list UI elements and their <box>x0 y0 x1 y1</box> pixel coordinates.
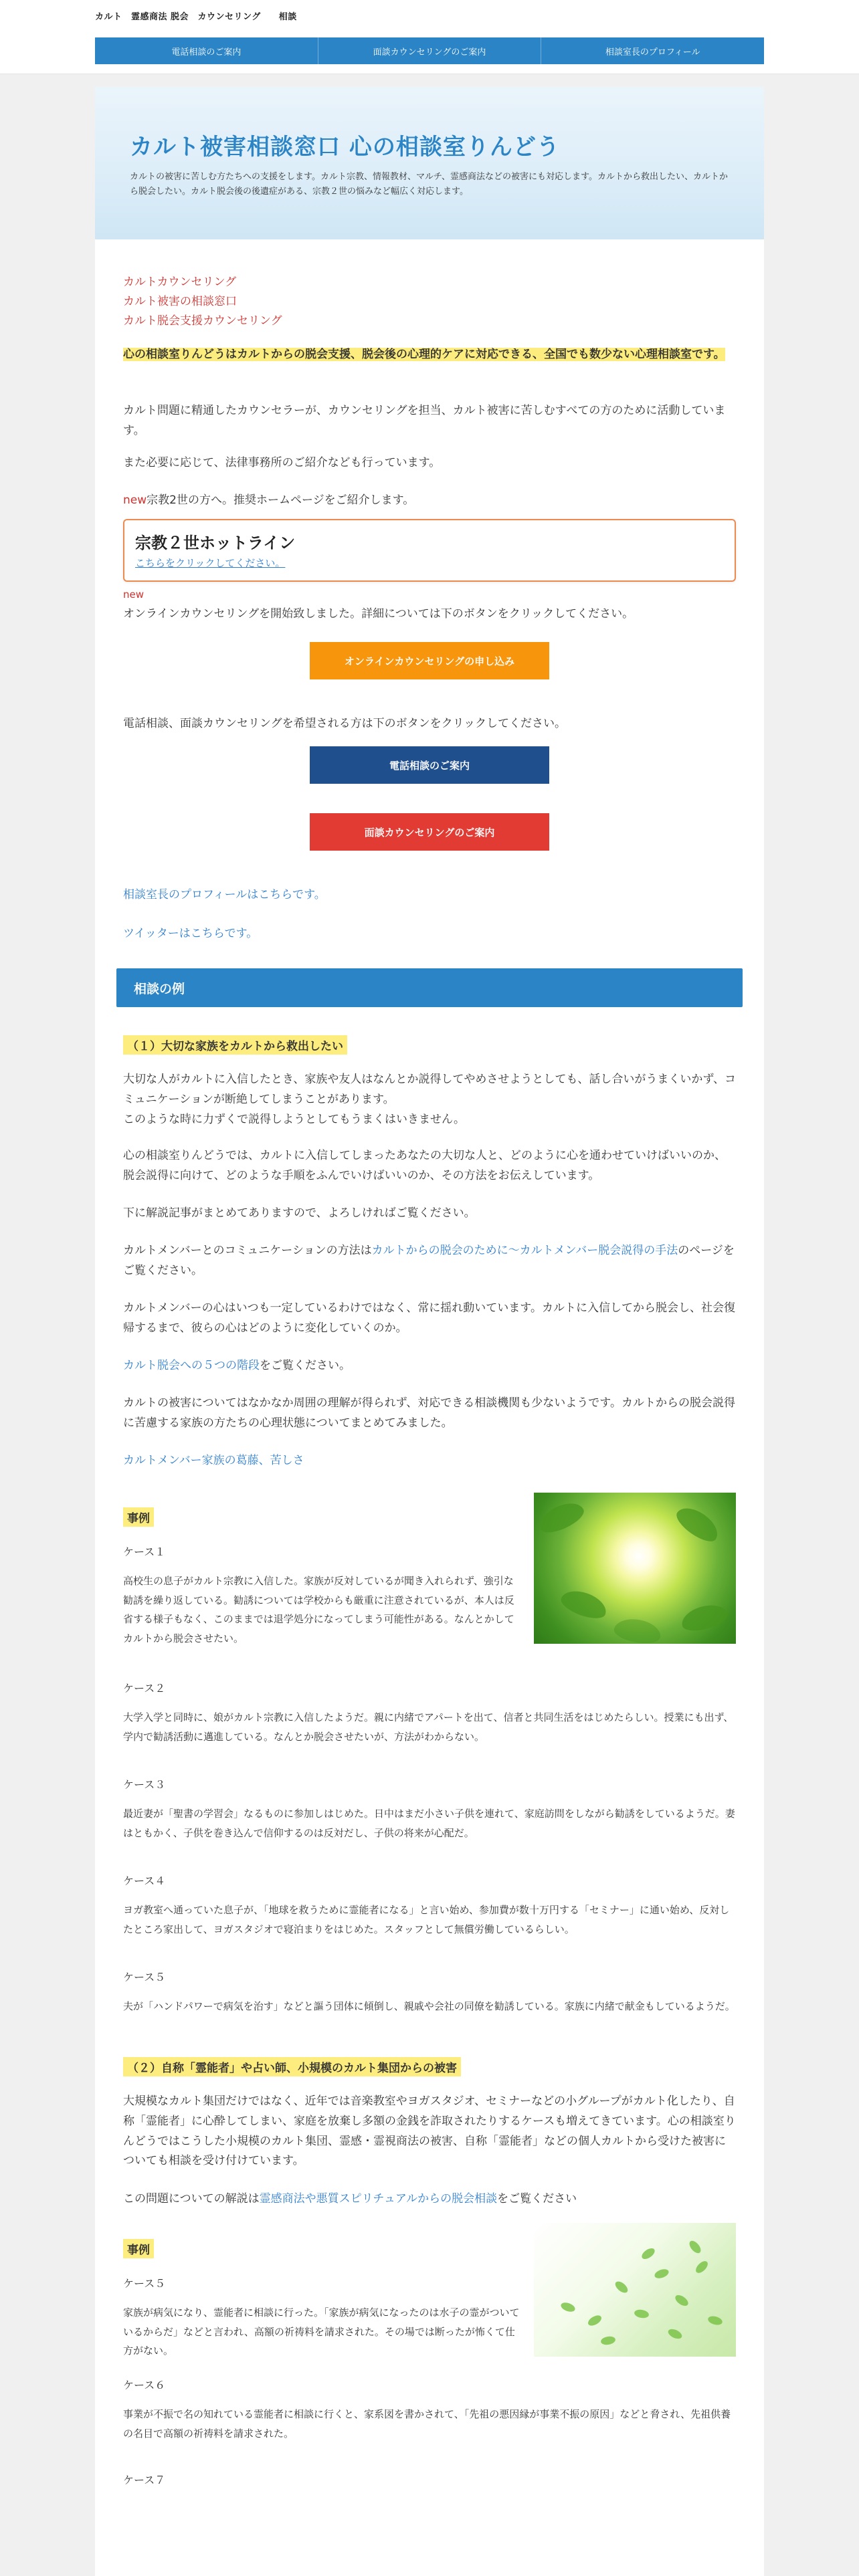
example-paragraph-1 <box>123 1070 736 1130</box>
section-title-examples: 相談の例 <box>116 968 743 1007</box>
keyword-cult-exit-support[interactable]: カルト脱会支援カウンセリング <box>123 314 282 328</box>
case-heading-2: 事例 <box>123 2239 154 2258</box>
spiritual-fraud-link[interactable]: 霊感商法や悪質スピリチュアルからの脱会相談 <box>259 2192 498 2206</box>
example-paragraph-4 <box>123 1241 736 1281</box>
example-paragraph-3: 下に解説記事がまとめてありますので、よろしければご覧ください。 <box>123 1206 476 1220</box>
example-paragraph-5: カルトメンバーの心はいつも一定しているわけではなく、常に揺れ動いています。カルトに入信してから脱会し、社会復帰するまで、彼らの心はどのように変化していくのか。 <box>123 1301 735 1335</box>
text-span: をご覧ください <box>497 2192 577 2206</box>
example-paragraph-1a: 大切な人がカルトに入信したとき、家族や友人はなんとか説得してやめさせようとしても、話し合いがうまくいかず、コミュニケーションが断絶してしまうことがあります。 <box>123 1073 736 1106</box>
new-badge: new <box>123 494 147 507</box>
example-heading-1: （１）大切な家族をカルトから救出したい <box>123 1035 347 1055</box>
case-text: 事業が不振で名の知れている霊能者に相談に行くと、家系図を書かされて、「先祖の悪因縁が事業不振の原因」などと脅され、先祖供養の名目で高額の祈祷料を請求された。 <box>123 2408 731 2440</box>
example-heading-2: （２）自称「霊能者」や占い師、小規模のカルト集団からの被害 <box>123 2057 461 2076</box>
site-title[interactable]: カルト 霊感商法 脱会 カウンセリング 相談 <box>95 12 297 22</box>
profile-link[interactable]: 相談室長のプロフィールはこちらです。 <box>123 888 326 901</box>
text-span: のページをご覧ください。 <box>123 1244 735 1277</box>
green-leaves-photo-2 <box>534 2223 736 2357</box>
case-label: ケース３ <box>123 1778 166 1791</box>
keyword-cult-counseling[interactable]: カルトカウンセリング <box>123 276 237 289</box>
hero-banner <box>95 87 764 239</box>
case-heading: 事例 <box>123 1507 154 1527</box>
case-text: ヨガ教室へ通っていた息子が、「地球を救うために霊能者になる」と言い始め、参加費が数十万円する「セミナー」に通い始め、反対したところ家出して、ヨガスタジオで寝泊まりをはじめた。スタッフとして無償労働しているらしい。 <box>123 1904 730 1935</box>
case-text: 大学入学と同時に、娘がカルト宗教に入信したようだ。親に内緒でアパートを出て、信者と共同生活をはじめたらしい。授業にも出ず、学内で勧誘活動に邁進している。なんとか脱会させたいが、方法がわからない。 <box>123 1711 734 1743</box>
page-title: カルト被害相談窓口 心の相談室りんどう <box>130 134 560 160</box>
hotline-box[interactable] <box>123 519 736 582</box>
nav-item-face-counseling[interactable]: 面談カウンセリングのご案内 <box>318 37 542 64</box>
nav-item-phone[interactable]: 電話相談のご案内 <box>95 37 318 64</box>
face-counseling-button[interactable]: 面談カウンセリングのご案内 <box>310 813 549 851</box>
hotline-link[interactable]: こちらをクリックしてください。 <box>135 557 286 569</box>
green-leaves-photo <box>534 1493 736 1644</box>
text-span: この問題についての解説は <box>123 2192 260 2206</box>
family-struggle-link[interactable]: カルトメンバー家族の葛藤、苦しさ <box>123 1454 304 1467</box>
hero-description: カルトの被害に苦しむ方たちへの支援をします。カルト宗教、情報教材、マルチ、霊感商法などの被害にも対応します。カルトから救出したい、カルトから脱会したい。カルト脱会後の後遺症がある、宗教２世の悩みなど幅広く対応します。 <box>130 172 729 197</box>
online-notice: オンラインカウンセリングを開始致しました。詳細については下のボタンをクリックしてください。 <box>123 607 634 621</box>
case-label: ケース２ <box>123 1682 166 1695</box>
case-label: ケース５ <box>123 2277 166 2290</box>
case-label: ケース１ <box>123 1545 166 1558</box>
persuasion-method-link[interactable]: カルトからの脱会のために～カルトメンバー脱会説得の手法 <box>371 1244 678 1257</box>
nav-item-profile[interactable]: 相談室長のプロフィール <box>605 47 700 58</box>
example-paragraph-7: カルトの被害についてはなかなか周囲の理解が得られず、対応できる相談機関も少ないようです。カルトからの脱会説得に苦慮する家族の方たちの心理状態についてまとめてみました。 <box>123 1396 735 1430</box>
phone-consultation-button[interactable]: 電話相談のご案内 <box>310 746 549 784</box>
phone-notice: 電話相談、面談カウンセリングを希望される方は下のボタンをクリックしてください。 <box>123 717 566 730</box>
example-paragraph-2: 心の相談室りんどうでは、カルトに入信してしまったあなたの大切な人と、どのように心を通わせていけばいいのか、脱会説得に向けて、どのような手順をふんでいけばいいのか、その方法をお伝えしています。 <box>123 1149 726 1182</box>
case-text: 夫が「ハンドパワーで病気を治す」などと謳う団体に傾倒し、親戚や会社の同僚を勧誘している。家族に内緒で献金もしているようだ。 <box>123 2000 735 2012</box>
case-label: ケース６ <box>123 2379 166 2391</box>
online-counseling-button[interactable]: オンラインカウンセリングの申し込み <box>310 642 549 679</box>
case-label: ケース４ <box>123 1874 166 1887</box>
second-gen-notice: 宗教2世の方へ。推奨ホームページをご紹介します。 <box>147 494 415 507</box>
text-span: カルトメンバーとのコミュニケーションの方法は <box>123 1244 372 1257</box>
case-text: 家族が病気になり、霊能者に相談に行った。「家族が病気になったのは水子の霊がついているからだ」などと言われ、高額の祈祷料を請求された。その場では断ったが怖くて仕方がない。 <box>123 2306 520 2357</box>
case-label: ケース７ <box>123 2474 166 2486</box>
main-content <box>95 87 764 2576</box>
new-badge-2: new <box>123 588 145 601</box>
hotline-title: 宗教２世ホットライン <box>135 534 296 552</box>
example-paragraph-6 <box>123 1356 736 1376</box>
example-paragraph-1b: このような時に力ずくで説得しようとしてもうまくはいきません。 <box>123 1112 466 1126</box>
global-nav <box>95 37 764 64</box>
spiritual-fraud-paragraph <box>123 2189 736 2210</box>
small-group-paragraph: 大規模なカルト集団だけではなく、近年では音楽教室やヨガスタジオ、セミナーなどの小グループがカルト化したり、自称「霊能者」に心酔してしまい、家庭を放棄し多額の金銭を詐取されたりするケースも増えてきています。心の相談室りんどうではこうした小規模のカルト集団、霊感・霊視商法の被害、自称「霊能者」などの個人カルトから受けた被害についても相談を受け付けています。 <box>123 2095 736 2168</box>
case-label: ケース５ <box>123 1971 166 1983</box>
keyword-cult-damage[interactable]: カルト被害の相談窓口 <box>123 294 237 308</box>
case-text: 高校生の息子がカルト宗教に入信した。家族が反対しているが聞き入れられず、強引な勧誘を繰り返している。勧誘については学校からも厳重に注意されているが、本人は反省する様子もなく、このままでは退学処分になってしまう可能性がある。なんとかしてカルトから脱会させたい。 <box>123 1575 514 1644</box>
intro-paragraph-1: カルト問題に精通したカウンセラーが、カウンセリングを担当、カルト被害に苦しむすべての方のために活動しています。 <box>123 404 726 437</box>
highlight-statement: 心の相談室りんどうはカルトからの脱会支援、脱会後の心理的ケアに対応できる、全国でも数少ない心理相談室です。 <box>123 348 725 361</box>
intro-paragraph-2: また必要に応じて、法律事務所のご紹介なども行っています。 <box>123 456 441 469</box>
five-steps-link[interactable]: カルト脱会への５つの階段 <box>123 1359 260 1372</box>
twitter-link[interactable]: ツイッターはこちらです。 <box>123 927 258 940</box>
case-text: 最近妻が「聖書の学習会」なるものに参加しはじめた。日中はまだ小さい子供を連れて、家庭訪問をしながら勧誘をしているようだ。妻はともかく、子供を巻き込んで信仰するのは反対だし、子供の将来が心配だ。 <box>123 1808 735 1839</box>
text-span: をご覧ください。 <box>260 1359 351 1372</box>
site-header <box>0 0 859 74</box>
